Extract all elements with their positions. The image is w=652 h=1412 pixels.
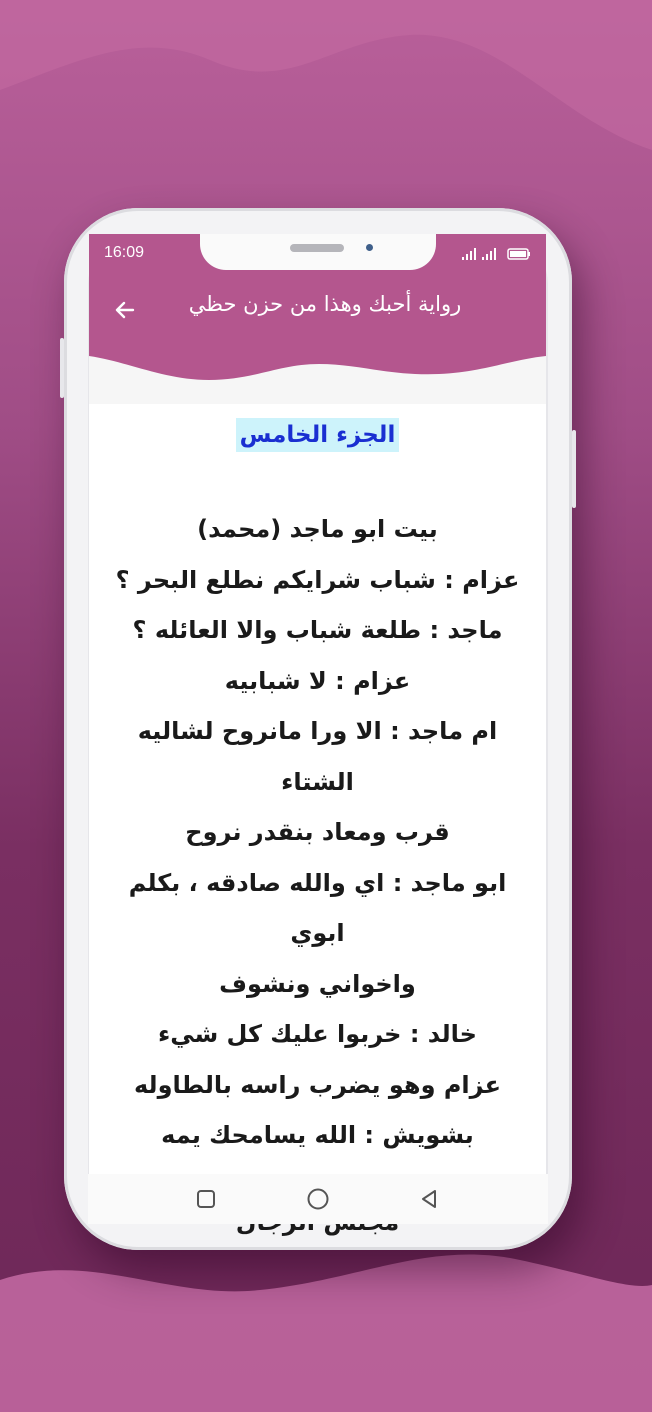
square-icon bbox=[196, 1189, 216, 1209]
front-camera bbox=[366, 244, 373, 251]
story-line: بيت ابو ماجد (محمد) bbox=[197, 515, 438, 543]
story-line: عزام وهو يضرب راسه بالطاوله bbox=[134, 1070, 501, 1099]
app-screen bbox=[89, 234, 546, 1174]
story-line: ماجد : طلعة شباب والا العائله ؟ bbox=[132, 616, 503, 644]
back-button[interactable] bbox=[103, 288, 147, 332]
phone-side-button bbox=[60, 338, 64, 398]
battery-icon bbox=[508, 249, 530, 259]
speaker-grille bbox=[290, 244, 344, 252]
story-line: بشويش : الله يسامحك يمه bbox=[161, 1121, 474, 1149]
story-line: عزام : شباب شرايكم نطلع البحر ؟ bbox=[115, 565, 520, 594]
home-button[interactable] bbox=[303, 1184, 333, 1214]
story-line: قرب ومعاد بنقدر نروح bbox=[185, 818, 450, 846]
recents-button[interactable] bbox=[191, 1184, 221, 1214]
spacer bbox=[89, 452, 546, 504]
system-nav-bar bbox=[88, 1174, 548, 1224]
story-section-1 bbox=[89, 504, 546, 1161]
triangle-back-icon bbox=[418, 1188, 440, 1210]
status-icons bbox=[462, 246, 532, 265]
signal-icon bbox=[462, 248, 476, 260]
story-line: واخواني ونشوف bbox=[219, 969, 416, 998]
phone-screen-area bbox=[88, 234, 548, 1224]
status-time: 16:09 bbox=[104, 244, 145, 261]
chapter-title: الجزء الخامس bbox=[236, 418, 400, 452]
arrow-left-icon bbox=[113, 298, 137, 322]
phone-frame bbox=[64, 208, 572, 1250]
story-line: عزام : لا شبابيه bbox=[224, 666, 411, 695]
header-wave bbox=[89, 342, 546, 404]
notch bbox=[200, 234, 436, 270]
circle-icon bbox=[306, 1187, 330, 1211]
app-bar bbox=[89, 234, 546, 344]
signal-icon bbox=[482, 248, 496, 260]
story-line: ابو ماجد : اي والله صادقه ، بكلم ابوي bbox=[128, 868, 507, 947]
nav-back-button[interactable] bbox=[414, 1184, 444, 1214]
story-content bbox=[89, 404, 546, 1247]
story-line: ام ماجد : الا ورا مانروح لشاليه الشتاء bbox=[137, 717, 498, 796]
app-title: رواية أحبك وهذا من حزن حظي bbox=[188, 292, 462, 316]
story-line: خالد : خربوا عليك كل شيء bbox=[158, 1020, 477, 1048]
phone-side-button bbox=[572, 430, 576, 508]
background-wave-bottom bbox=[0, 1230, 652, 1412]
background-wave-top bbox=[0, 0, 652, 220]
